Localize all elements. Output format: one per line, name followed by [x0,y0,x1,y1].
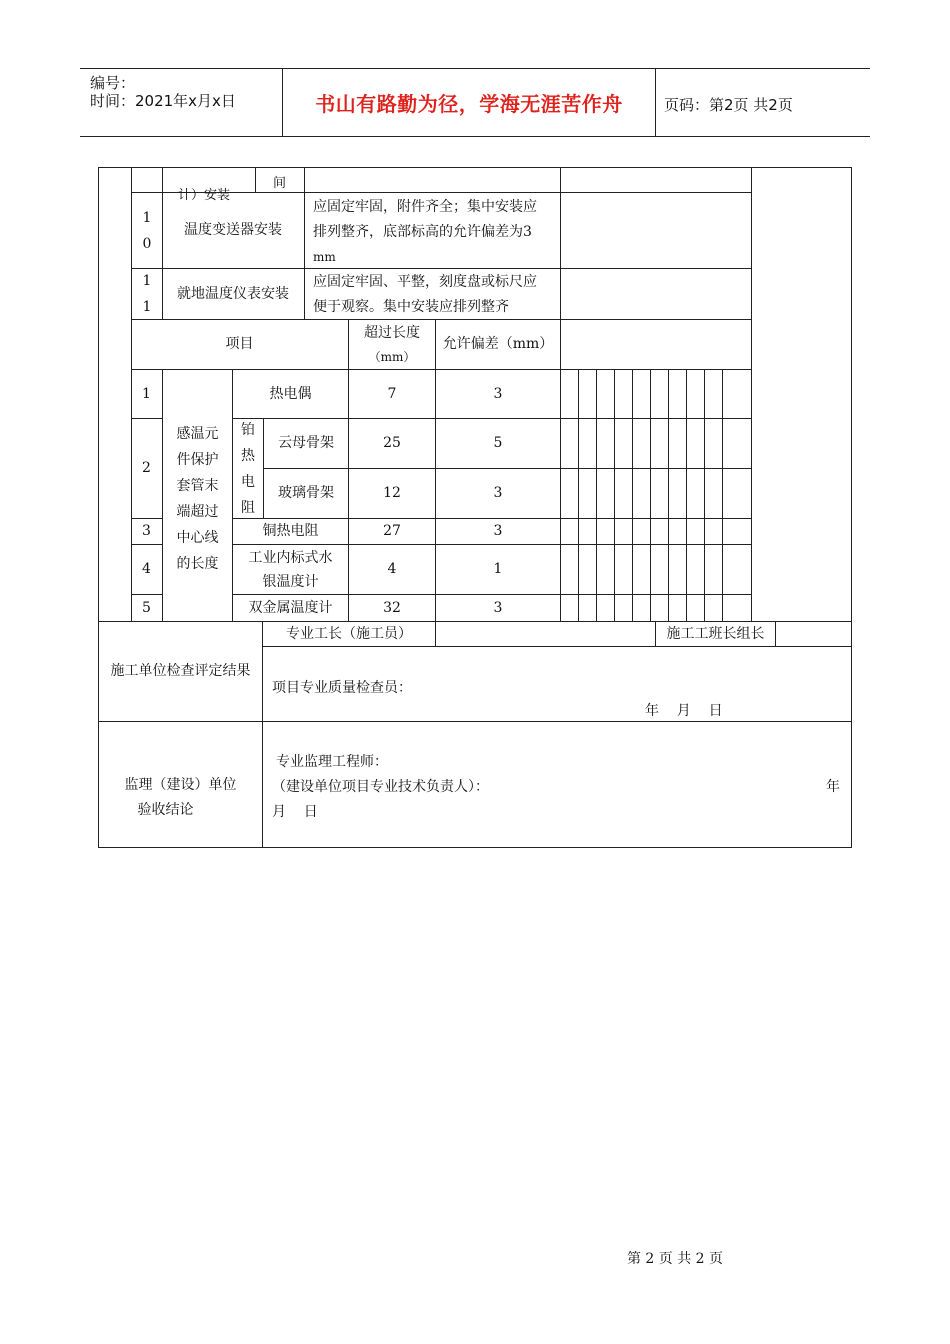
quality-inspector-label: 项目专业质量检查员： [272,680,412,696]
document-number-label: 编号： [90,74,136,92]
owner-representative-label: （建设单位项目专业技术负责人）： [272,779,489,795]
subheader-item: 项目 [225,336,254,352]
item-bimetal-thermometer: 双金属温度计 [248,599,333,616]
requirement-transmitter: 应固定牢固，附件齐全；集中安装应 排列整齐，底部标高的允许偏差为3 mm [313,199,537,264]
page-footer: 第 2 页 共 2 页 [626,1251,724,1267]
supervising-engineer-label: 专业监理工程师： [276,754,388,770]
row-number: 4 [142,561,151,577]
row-number: 5 [142,599,151,616]
over-length-value: 7 [387,385,397,402]
row-number: 3 [142,523,151,539]
header-motto: 书山有路勤为径，学海无涯苦作舟 [315,91,623,116]
row-number: 1 [142,385,151,402]
page-number-label: 页码：第2页 共2页 [664,96,793,114]
over-length-value: 32 [383,599,401,616]
item-transmitter: 温度变送器安装 [184,222,282,238]
tolerance-value: 3 [493,523,503,539]
item-mercury-thermometer: 工业内标式水 银温度计 [248,550,333,590]
item-local-thermometer: 就地温度仪表安装 [177,285,289,302]
item-mica-frame: 云母骨架 [278,435,334,451]
over-length-value: 4 [387,561,397,577]
team-leader-label: 施工工班长组长 [666,625,765,642]
over-length-value: 12 [383,485,401,501]
supervision-year: 年 [826,779,840,795]
tolerance-value: 3 [493,485,503,501]
tolerance-value: 3 [493,599,503,616]
row-number: 1 1 [142,273,152,315]
tolerance-value: 1 [493,561,503,577]
subheader-over-length: 超过长度 （mm） [364,325,420,364]
construction-date: 年 月 日 [645,703,723,719]
subheader-tolerance: 允许偏差（mm） [442,336,554,352]
platinum-resistance-label: 铂热电阻 [241,421,255,516]
tolerance-value: 5 [493,435,503,451]
row-number: 2 [142,460,151,476]
requirement-local-thermometer: 应固定牢固、平整，刻度盘或标尺应 便于观察。集中安装应排列整齐 [313,274,537,315]
item-thermocouple: 热电偶 [269,385,312,402]
over-length-value: 27 [383,523,401,539]
item-name-extra: 间 [273,176,287,191]
over-length-value: 25 [383,435,401,451]
group-label-protection-tube: 感温元 件保护 套管末 端超过 中心线 的长度 [176,426,219,572]
item-copper-resistance: 铜热电阻 [262,523,319,539]
row-number: 1 0 [142,209,152,252]
supervision-month-day: 月 日 [272,804,318,820]
foreman-label: 专业工长（施工员） [286,625,412,642]
item-name-install-partial: 计）安装 [178,188,231,203]
supervision-conclusion-title: 监理（建设）单位 验收结论 [124,777,237,818]
item-glass-frame: 玻璃骨架 [278,485,334,501]
document-time-label: 时间：2021年x月x日 [90,92,236,110]
construction-result-title: 施工单位检查评定结果 [110,663,251,679]
tolerance-value: 3 [493,385,503,402]
